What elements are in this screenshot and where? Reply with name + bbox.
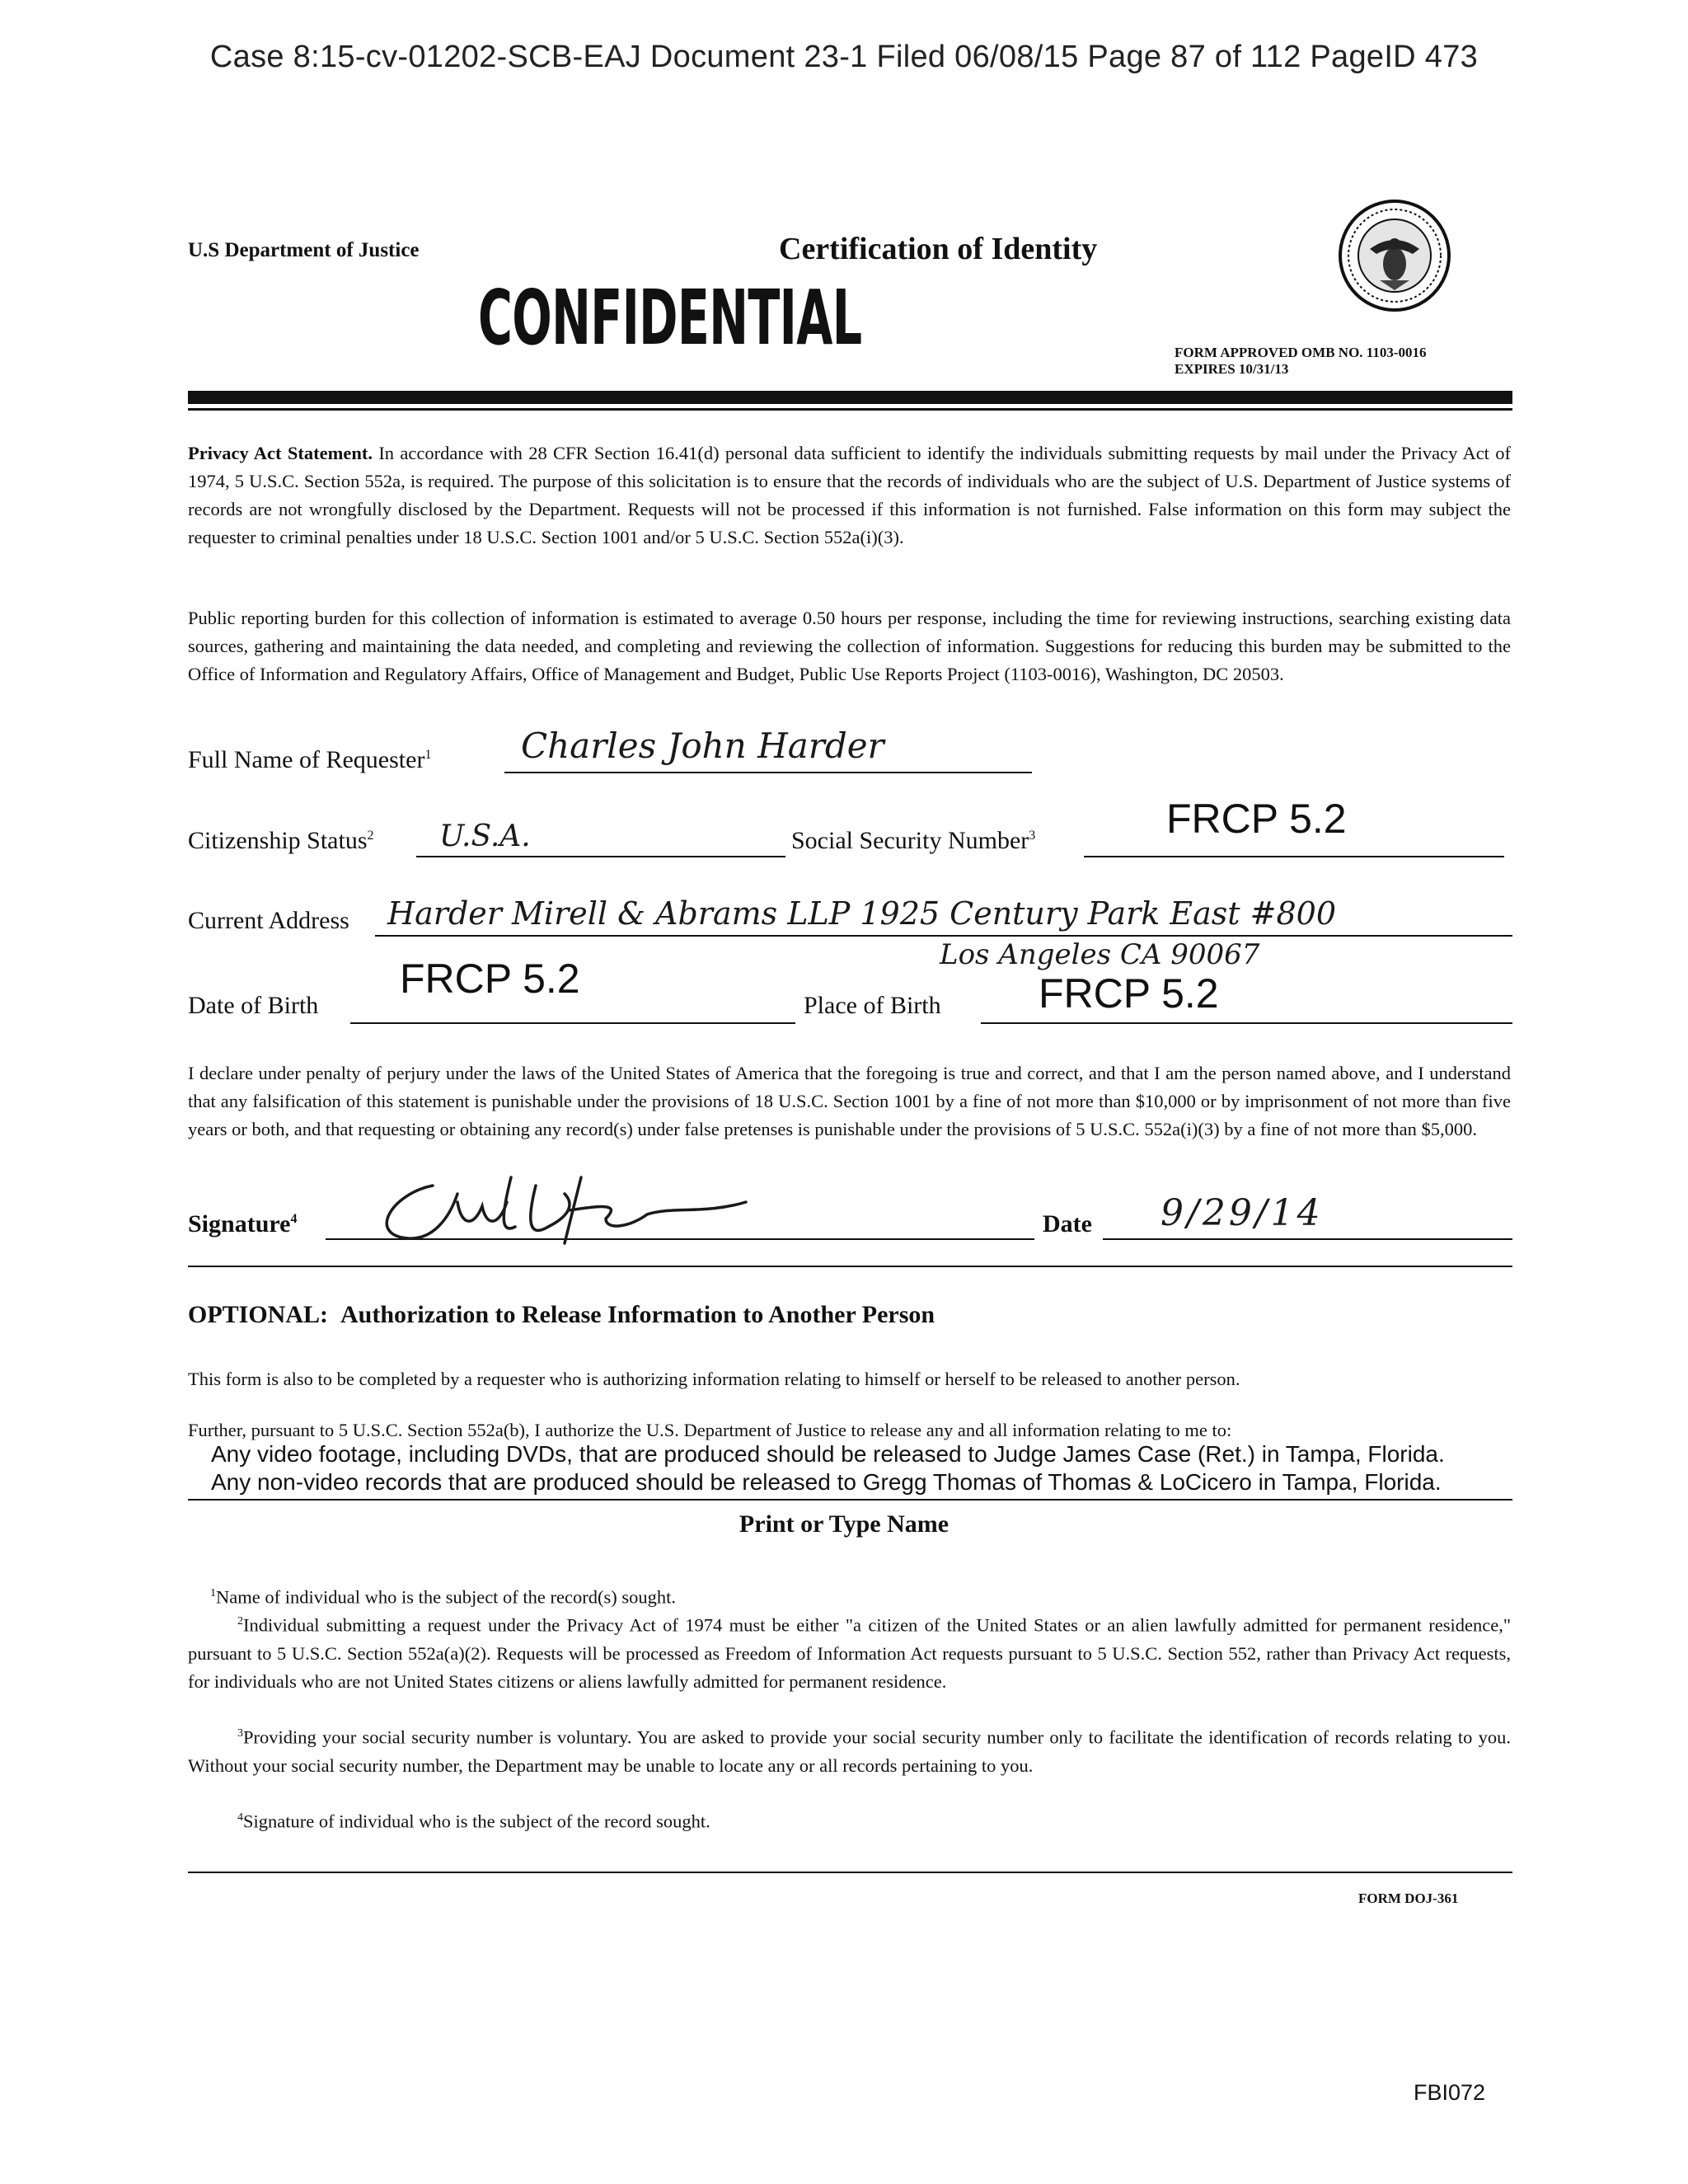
ssn-label: Social Security Number$^3$ <box>791 827 1036 854</box>
full-name-field[interactable] <box>504 726 1032 773</box>
date-field[interactable] <box>1103 1192 1512 1240</box>
footnote-2: $^2$Individual submitting a request under the Privacy Act of 1974 must be either "a citizen of the United States or an alien lawfully admitted for permanent residence," pursuant to 5 U.S.C. Section 552a(a)(2). Requests will be processed as Freedom of Information Act requests pursuant to 5 U.S.C. Section 552, rather than Privacy Act requests, for individuals who are not United States citizens or aliens lawfully admitted for permanent residence. <box>188 1614 1511 1692</box>
department-name: U.S Department of Justice <box>188 239 420 261</box>
signature-divider <box>188 1266 1512 1267</box>
footnote-4: $^4$Signature of individual who is the subject of the record sought. <box>237 1811 710 1832</box>
release-video-instruction: Any video footage, including DVDs, that are produced should be released to Judge James Case (Ret.) in Tampa, Florida. <box>211 1441 1445 1467</box>
bates-page-id: FBI072 <box>1414 2080 1486 2105</box>
footnote-3: $^3$Providing your social security number is voluntary. You are asked to provide your social security number only to facilitate the identification of records relating to you. Without your social security number, the Department may be unable to locate any or all records pertaining to you. <box>188 1726 1511 1776</box>
form-number: FORM DOJ-361 <box>1358 1890 1459 1906</box>
privacy-heading: Privacy Act Statement. <box>188 443 373 463</box>
form-approval-info <box>1175 345 1427 378</box>
pob-redaction: FRCP 5.2 <box>1039 970 1219 1017</box>
form-title: Certification of Identity <box>779 232 1098 266</box>
dob-field[interactable] <box>350 956 795 1024</box>
dob-redaction: FRCP 5.2 <box>400 956 580 1002</box>
footnote-divider <box>188 1872 1512 1873</box>
print-name-label: Print or Type Name <box>738 1510 950 1538</box>
header-divider-thick <box>188 391 1512 404</box>
optional-heading: OPTIONAL: Authorization to Release Information to Another Person <box>188 1301 935 1328</box>
full-name-value: Charles John Harder <box>521 726 884 766</box>
address-field[interactable] <box>375 895 1512 937</box>
release-authorization: Further, pursuant to 5 U.S.C. Section 552a(b), I authorize the U.S. Department of Justice to release any and all information relating to me to: <box>188 1420 1232 1440</box>
case-header: Case 8:15-cv-01202-SCB-EAJ Document 23-1 Filed 06/08/15 Page 87 of 112 PageID 473 <box>209 40 1479 74</box>
address-line-2: Los Angeles CA 90067 <box>940 938 1260 971</box>
signature-label: Signature$^4$ <box>188 1210 298 1238</box>
dob-label: Date of Birth <box>188 992 319 1019</box>
optional-description: This form is also to be completed by a requester who is authorizing information relating to himself or herself to be released to another person. <box>188 1369 1240 1389</box>
pob-label: Place of Birth <box>804 992 941 1019</box>
release-underline <box>188 1499 1512 1501</box>
date-label: Date <box>1043 1210 1092 1238</box>
privacy-text: In accordance with 28 CFR Section 16.41(d) personal data sufficient to identify the individuals submitting requests by mail under the Privacy Act of 1974, 5 U.S.C. Section 552a, is required. The purpose of this solicitation is to ensure that the records of individuals who are the subject of U.S. Department of Justice systems of records are not wrongfully disclosed by the Department. Requests will not be processed if this information is not furnished. False information on this form may subject the requester to criminal penalties under 18 U.S.C. Section 1001 and/or 5 U.S.C. Section 552a(i)(3). <box>188 443 1512 547</box>
ssn-redaction: FRCP 5.2 <box>1166 796 1347 842</box>
confidential-stamp: CONFIDENTIAL <box>478 274 862 362</box>
signature-field[interactable] <box>326 1205 1034 1240</box>
citizenship-label: Citizenship Status$^2$ <box>188 827 374 854</box>
citizenship-field[interactable] <box>416 820 785 857</box>
full-name-label: Full Name of Requester$^1$ <box>188 746 432 773</box>
reporting-burden-statement: Public reporting burden for this collection of information is estimated to average 0.50 hours per response, including the time for reviewing instructions, searching existing data sources, gathering and maintaining the data needed, and completing and reviewing the collection of information. Suggestions for reducing this burden may be submitted to the Office of Information and Regulatory Affairs, Office of Management and Budget, Public Use Reports Project (1103-0016), Washington, DC 20503. <box>188 608 1511 684</box>
release-nonvideo-instruction: Any non-video records that are produced should be released to Gregg Thomas of Thomas & LoCicero in Tampa, Florida. <box>211 1469 1442 1495</box>
handwritten-signature <box>359 1169 820 1252</box>
ssn-field[interactable] <box>1084 796 1504 857</box>
address-line-1: Harder Mirell & Abrams LLP 1925 Century Park East #800 <box>387 895 1337 932</box>
pob-field[interactable] <box>981 970 1512 1024</box>
citizenship-value: U.S.A. <box>439 820 531 853</box>
expiration: EXPIRES 10/31/13 <box>1175 361 1289 377</box>
address-label: Current Address <box>188 907 349 934</box>
privacy-act-statement <box>188 439 1511 552</box>
footnote-1: $^1$Name of individual who is the subject of the record(s) sought. <box>210 1586 676 1608</box>
perjury-declaration: I declare under penalty of perjury under the laws of the United States of America that the foregoing is true and correct, and that I am the person named above, and I understand that any falsification of this statement is punishable under the provisions of 18 U.S.C. Section 1001 by a fine of not more than $10,000 or by imprisonment of not more than five years or both, and that requesting or obtaining any record(s) under false pretenses is punishable under the provisions of 5 U.S.C. 552a(i)(3) by a fine of not more than $5,000. <box>188 1063 1511 1139</box>
doj-seal-icon <box>1337 198 1452 313</box>
header-divider-thin <box>188 408 1512 411</box>
omb-number: FORM APPROVED OMB NO. 1103-0016 <box>1175 345 1427 360</box>
date-value: 9/29/14 <box>1160 1192 1324 1234</box>
